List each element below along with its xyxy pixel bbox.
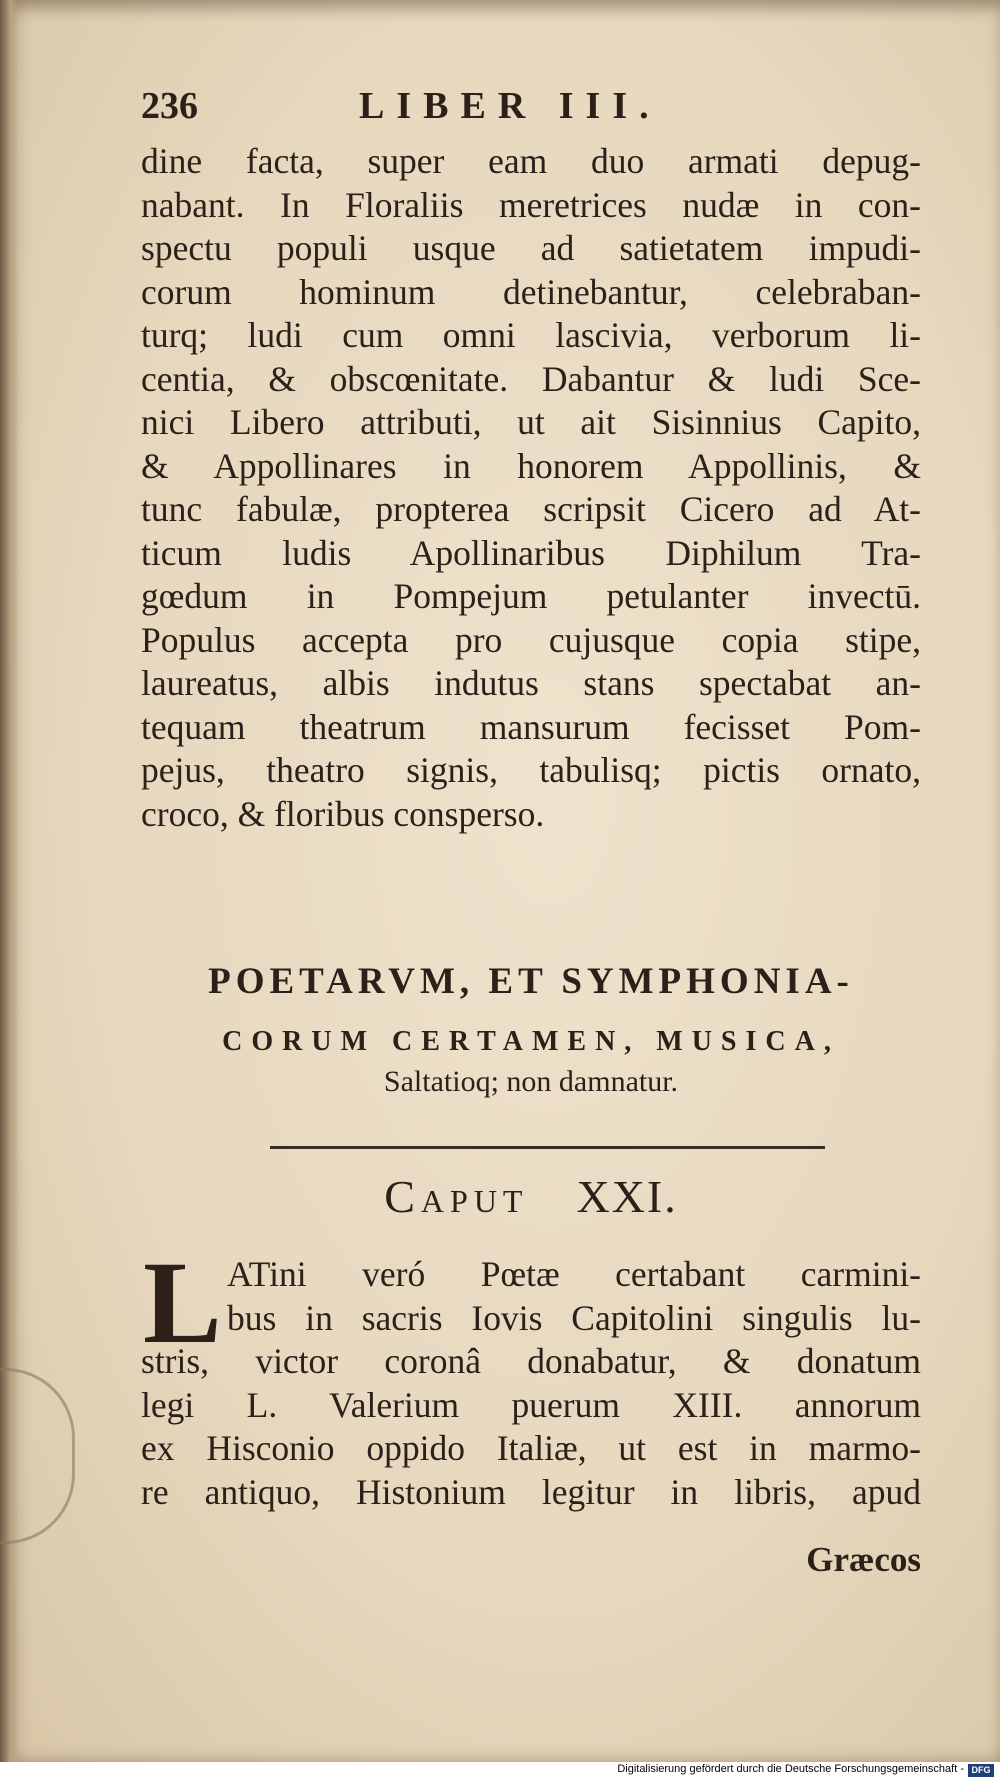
section-heading-line-1: POETARVM, ET SYMPHONIA- — [208, 961, 854, 1002]
text-line: corum hominum detinebantur, celebraban- — [141, 271, 921, 312]
page-number: 236 — [141, 85, 198, 127]
text-line: centia, & obscœnitate. Dabantur & ludi Sce- — [141, 358, 921, 399]
clasp-mark — [0, 1368, 75, 1544]
section-heading-line-3: Saltatioq; non damnatur. — [383, 1065, 679, 1098]
section-heading — [141, 960, 921, 1003]
text-line: bus in sacris Iovis Capitolini singulis lu- — [227, 1297, 921, 1338]
text-line: & Appollinares in honorem Appollinis, & — [141, 445, 921, 486]
text-line: ATini veró Pœtæ certabant carmini- — [227, 1254, 921, 1294]
section-heading-line-2: CORUM CERTAMEN, MUSICA, — [222, 1026, 840, 1057]
text-line: dine facta, super eam duo armati depug- — [141, 141, 921, 181]
text-line: laureatus, albis indutus stans spectabat an- — [141, 663, 921, 703]
chapter-paragraph — [141, 1237, 921, 1514]
running-title: LIBER III. — [359, 85, 661, 127]
text-line: ex Hisconio oppido Italiæ, ut est in marmo- — [141, 1428, 921, 1468]
chapter-title — [141, 1170, 921, 1223]
text-line: croco, & floribus consperso. — [141, 793, 545, 834]
digitization-footer — [0, 1762, 1000, 1780]
footer-credit: Digitalisierung gefördert durch die Deutsche Forschungsgemeinschaft - — [617, 1763, 964, 1775]
text-line: stris, victor coronâ donabatur, & donatum — [141, 1341, 921, 1381]
text-line: nabant. In Floraliis meretrices nudæ in con- — [141, 184, 921, 225]
text-line: gœdum in Pompejum petulanter invectū. — [141, 576, 921, 616]
text-line: spectu populi usque ad satietatem impudi- — [141, 228, 921, 268]
chapter-word: Caput — [384, 1171, 529, 1222]
text-line: ticum ludis Apollinaribus Diphilum Tra- — [141, 532, 921, 573]
text-line: nici Libero attributi, ut ait Sisinnius Capito, — [141, 402, 921, 442]
catchword: Græcos — [806, 1540, 921, 1579]
text-line: tunc fabulæ, propterea scripsit Cicero ad At- — [141, 489, 921, 529]
dfg-logo: DFG — [968, 1764, 994, 1777]
body-paragraph — [141, 140, 921, 836]
drop-cap-initial: L — [143, 1237, 222, 1368]
text-line: turq; ludi cum omni lascivia, verborum li- — [141, 315, 921, 355]
page-header — [141, 84, 921, 136]
text-line: re antiquo, Histonium legitur in libris, apud — [141, 1471, 921, 1512]
text-line: legi L. Valerium puerum XIII. annorum — [141, 1384, 921, 1425]
chapter-number: XXI. — [576, 1171, 678, 1222]
text-line: pejus, theatro signis, tabulisq; pictis ornato, — [141, 750, 921, 790]
divider-rule — [270, 1146, 825, 1149]
text-line: tequam theatrum mansurum fecisset Pom- — [141, 706, 921, 747]
text-line: Populus accepta pro cujusque copia stipe, — [141, 619, 921, 660]
